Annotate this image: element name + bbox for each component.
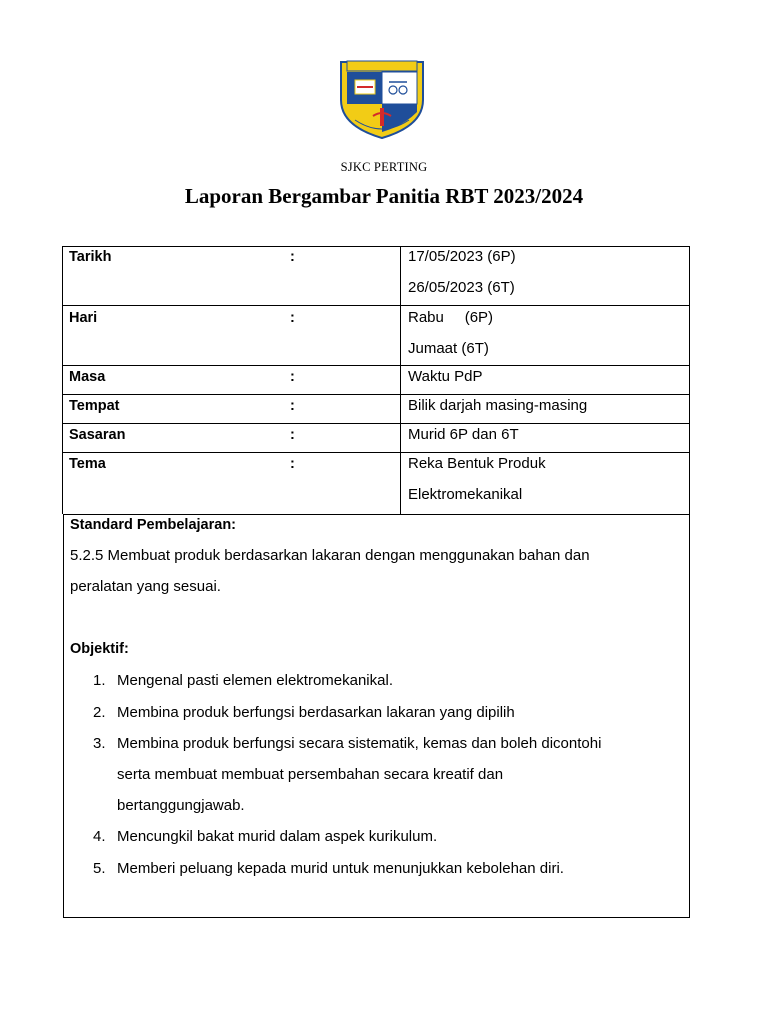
info-table — [62, 246, 690, 514]
row-value-masa: Waktu PdP — [408, 368, 483, 385]
list-item-number: 2. — [93, 704, 106, 721]
row-label-sasaran: Sasaran — [69, 427, 126, 443]
objektif-heading: Objektif: — [70, 641, 129, 657]
school-crest-logo — [333, 56, 431, 140]
row-colon: : — [290, 249, 295, 265]
content-box — [63, 514, 690, 918]
row-colon: : — [290, 310, 295, 326]
table-divider — [62, 452, 690, 453]
row-value-tema-2: Elektromekanikal — [408, 486, 523, 503]
table-border-right — [689, 246, 690, 514]
list-item: Memberi peluang kepada murid untuk menunjukkan kebolehan diri. — [117, 860, 564, 877]
row-label-masa: Masa — [69, 369, 106, 385]
row-value-tarikh-1: 17/05/2023 (6P) — [408, 248, 516, 265]
table-divider — [62, 365, 690, 366]
list-item: Membina produk berfungsi secara sistematik, kemas dan boleh dicontohi — [117, 735, 602, 752]
list-item-number: 1. — [93, 672, 106, 689]
table-divider — [62, 305, 690, 306]
standard-line: peralatan yang sesuai. — [70, 578, 221, 595]
table-column-divider — [400, 246, 401, 514]
list-item-number: 5. — [93, 860, 106, 877]
row-value-hari-2: Jumaat (6T) — [408, 340, 489, 357]
school-crest-icon — [333, 56, 431, 140]
row-label-tarikh: Tarikh — [69, 249, 112, 265]
row-value-tarikh-2: 26/05/2023 (6T) — [408, 279, 515, 296]
table-divider — [62, 394, 690, 395]
table-border-top — [62, 246, 690, 247]
row-colon: : — [290, 427, 295, 443]
school-name: SJKC PERTING — [340, 160, 428, 174]
row-label-tema: Tema — [69, 456, 106, 472]
standard-heading: Standard Pembelajaran: — [70, 517, 236, 533]
row-colon: : — [290, 398, 295, 414]
list-item-continuation: bertanggungjawab. — [117, 797, 245, 814]
page-title: Laporan Bergambar Panitia RBT 2023/2024 — [184, 184, 584, 208]
list-item: Membina produk berfungsi berdasarkan lakaran yang dipilih — [117, 704, 515, 721]
list-item: Mencungkil bakat murid dalam aspek kurikulum. — [117, 828, 438, 845]
row-label-hari: Hari — [69, 310, 98, 326]
row-value-tempat: Bilik darjah masing-masing — [408, 397, 588, 414]
standard-line: 5.2.5 Membuat produk berdasarkan lakaran dengan menggunakan bahan dan — [70, 547, 590, 564]
row-value-hari-1: Rabu (6P) — [408, 309, 494, 326]
table-border-left — [62, 246, 63, 514]
list-item-number: 3. — [93, 735, 106, 752]
row-value-tema-1: Reka Bentuk Produk — [408, 455, 546, 472]
row-value-sasaran: Murid 6P dan 6T — [408, 426, 519, 443]
list-item-number: 4. — [93, 828, 106, 845]
row-colon: : — [290, 369, 295, 385]
list-item: Mengenal pasti elemen elektromekanikal. — [117, 672, 393, 689]
table-divider — [62, 423, 690, 424]
list-item-continuation: serta membuat membuat persembahan secara kreatif dan — [117, 766, 504, 783]
row-colon: : — [290, 456, 295, 472]
row-label-tempat: Tempat — [69, 398, 120, 414]
